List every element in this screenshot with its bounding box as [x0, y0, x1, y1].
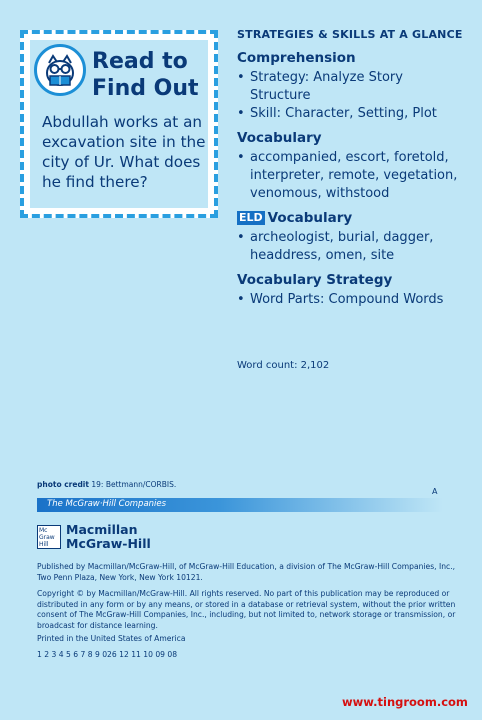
printed-in: Printed in the United States of America — [37, 634, 186, 643]
vocabulary-strategy-section — [237, 271, 467, 309]
vocabulary-section — [237, 129, 467, 203]
list-item: • accompanied, escort, foretold, interpreter, remote, vegetation, venomous, withstood — [237, 149, 467, 203]
publisher-bar — [37, 498, 443, 512]
level-letter: A — [432, 487, 438, 496]
read-to-find-out-box — [20, 30, 218, 218]
read-to-find-out-title — [92, 48, 212, 102]
list-item: • archeologist, burial, dagger, headdress, omen, site — [237, 229, 467, 265]
eld-vocabulary-list — [237, 229, 467, 265]
list-item: • Word Parts: Compound Words — [237, 291, 467, 309]
owl-reader-icon — [34, 44, 86, 96]
photo-credit-text: 19: Bettmann/CORBIS. — [91, 480, 177, 489]
publisher-logo-text — [66, 523, 151, 551]
print-line: 1 2 3 4 5 6 7 8 9 026 12 11 10 09 08 — [37, 650, 178, 659]
photo-credit — [37, 480, 176, 489]
eld-heading-text: Vocabulary — [267, 210, 353, 226]
eld-badge: ELD — [239, 211, 263, 224]
list-item: • Strategy: Analyze Story Structure — [237, 69, 467, 105]
mcgraw-hill-logo-icon — [37, 525, 61, 549]
published-by: Published by Macmillan/McGraw-Hill, of McGraw-Hill Education, a division of The McGraw-Hill Companies, Inc., Two Penn Plaza, New York, New York 10121. — [37, 562, 456, 582]
read-to-find-out-inner — [30, 40, 208, 208]
logo-box-line: Mc — [39, 527, 48, 534]
read-to-find-out-question: Abdullah works at an excavation site in the city of Ur. What does he find there? — [42, 113, 206, 191]
vocabulary-strategy-heading: Vocabulary Strategy — [237, 272, 393, 288]
logo-line-1: Macmillan — [66, 522, 138, 537]
glance-title: STRATEGIES & SKILLS AT A GLANCE — [237, 28, 463, 41]
watermark-link[interactable]: www.tingroom.com — [342, 695, 468, 709]
list-item: • Skill: Character, Setting, Plot — [237, 105, 467, 123]
copyright-notice: Copyright © by Macmillan/McGraw-Hill. All rights reserved. No part of this publication may be reproduced or distributed in any form or by any means, or stored in a database or retrieval system, without the prior written consent of The McGraw-Hill Companies, Inc., including, but not limited to, network storage or transmission, or broadcast for distance learning. — [37, 589, 456, 630]
vocabulary-strategy-list — [237, 291, 467, 309]
comprehension-list — [237, 69, 467, 123]
publisher-bar-text: The McGraw·Hill Companies — [47, 499, 167, 509]
vocabulary-heading: Vocabulary — [237, 130, 322, 146]
logo-line-2: McGraw-Hill — [66, 536, 151, 551]
logo-box-line: Graw — [39, 534, 55, 541]
eld-vocabulary-section — [237, 209, 467, 265]
strategies-skills-panel — [237, 28, 467, 315]
vocabulary-list — [237, 149, 467, 203]
word-count: Word count: 2,102 — [237, 360, 330, 371]
eld-vocabulary-heading — [237, 209, 467, 227]
title-line-1: Read to — [92, 49, 188, 74]
title-line-2: Find Out — [92, 76, 199, 101]
photo-credit-label: photo credit — [37, 480, 89, 489]
comprehension-heading: Comprehension — [237, 50, 356, 66]
logo-box-line: Hill — [39, 541, 49, 548]
comprehension-section — [237, 49, 467, 123]
